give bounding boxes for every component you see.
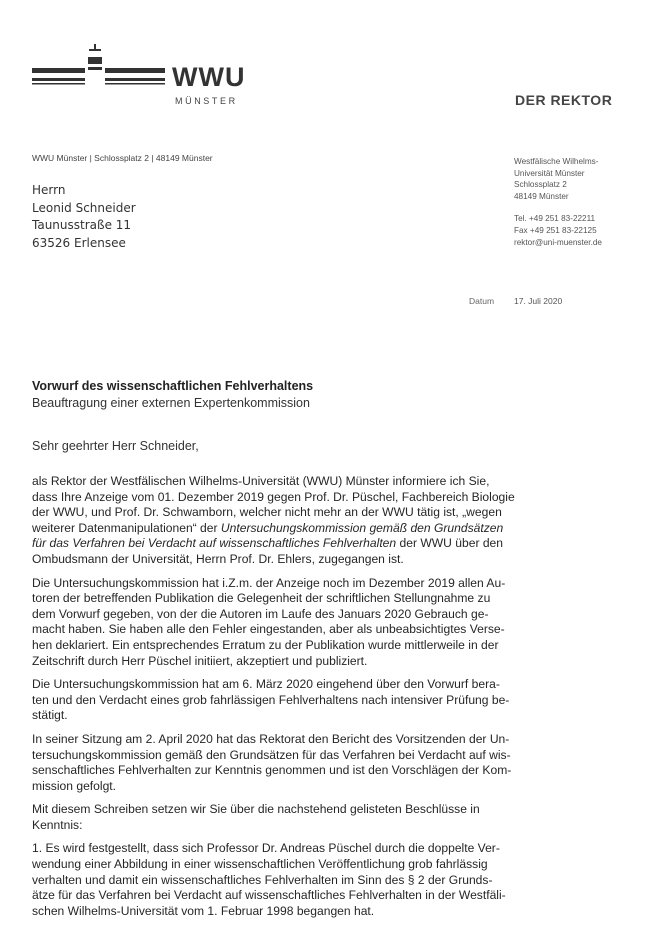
paragraph-2 (32, 576, 518, 670)
paragraph-4 (32, 732, 518, 794)
paragraph-1 (32, 474, 518, 568)
text-line: Die Untersuchungskommission hat am 6. März 2020 eingehend über den Vorwurf bera- (32, 677, 500, 692)
text-line: verhalten und damit ein wissenschaftliches Fehlverhalten im Sinn des § 2 der Grunds- (32, 872, 493, 887)
text-run: weiterer Datenmanipulationen“ der (32, 520, 221, 535)
italic-run: Untersuchungskommission gemäß den Grundsätzen (220, 520, 504, 535)
salutation: Sehr geehrter Herr Schneider, (32, 439, 199, 453)
contact-city: 48149 Münster (514, 191, 569, 201)
paragraph-5 (32, 802, 518, 833)
contact-email: rektor@uni-muenster.de (514, 237, 602, 247)
logo-wordmark: WWU (172, 62, 246, 92)
text-line: macht haben. Sie haben alle den Fehler eingestanden, aber als unbeabsichtigtes Verse- (32, 622, 505, 637)
paragraph-3 (32, 677, 518, 724)
subject-title: Vorwurf des wissenschaftlichen Fehlverhaltens (32, 379, 314, 393)
subject-block (32, 378, 313, 412)
contact-tel: Tel. +49 251 83-22211 (514, 214, 596, 224)
subject-subtitle: Beauftragung einer externen Expertenkommission (32, 396, 310, 410)
text-line: Kenntnis: (32, 817, 83, 832)
text-line: mission gefolgt. (32, 778, 117, 793)
text-line: toren der betreffenden Publikation die Gelegenheit der schriftlichen Stellungnahme zu (32, 591, 491, 606)
contact-street: Schlossplatz 2 (514, 180, 567, 190)
text-line: stätigt. (32, 708, 68, 723)
italic-run: für das Verfahren bei Verdacht auf wissenschaftliches Fehlverhalten (32, 536, 397, 551)
text-line: Zeitschrift durch Herr Püschel initiiert, akzeptiert und publiziert. (32, 653, 368, 668)
text-line: wendung einer Abbildung in einer wissenschaftlichen Veröffentlichung grob fahrlässig (32, 857, 488, 872)
text-line: Die Untersuchungskommission hat i.Z.m. der Anzeige noch im Dezember 2019 allen Au- (32, 575, 506, 590)
text-line: als Rektor der Westfälischen Wilhelms-Universität (WWU) Münster informiere ich Sie, (32, 474, 490, 488)
text-line: 1. Es wird festgestellt, dass sich Professor Dr. Andreas Püschel durch die doppelte Ver- (32, 841, 500, 856)
text-line: dem Vorwurf gegeben, von der die Autoren im Laufe des Januars 2020 Gebrauch ge- (32, 606, 489, 621)
text-line: der WWU, und Prof. Dr. Schwamborn, welcher nicht mehr an der WWU tätig ist, „wegen (32, 505, 502, 520)
text-line: ätze für das Verfahren bei Verdacht auf wissenschaftliches Fehlverhalten in der Westfäli- (32, 888, 506, 903)
text-line: senschaftliches Fehlverhalten zur Kenntnis genommen und ist den Vorschlägen der Kom- (32, 763, 512, 778)
text-run: der WWU über den (396, 536, 504, 551)
text-line: ten und den Verdacht eines grob fahrlässigen Fehlverhaltens nach intensiver Prüfung be- (32, 692, 510, 707)
wwu-logo-mark-icon (32, 44, 172, 104)
text-line: schen Wilhelms-Universität vom 1. Februar 1998 begangen hat. (32, 903, 375, 918)
contact-org-line: Westfälische Wilhelms- (514, 157, 599, 166)
recipient-address (32, 182, 136, 252)
date-value: 17. Juli 2020 (514, 296, 563, 306)
recipient-line: 63526 Erlensee (32, 235, 126, 250)
text-line: Ombudsmann der Universität, Herrn Prof. Dr. Ehlers, zugegangen ist. (32, 551, 404, 566)
text-line: tersuchungskommission gemäß den Grundsätzen für das Verfahren bei Verdacht auf wis- (32, 747, 511, 762)
recipient-line: Leonid Schneider (32, 200, 136, 215)
contact-block (514, 156, 602, 248)
text-line: hen deklariert. Ein entsprechendes Erratum zu der Publikation wurde mittlerweile in der (32, 637, 499, 652)
sender-return-address: WWU Münster | Schlossplatz 2 | 48149 Münster (32, 153, 213, 163)
department-heading: DER REKTOR (515, 92, 613, 108)
text-line: dass Ihre Anzeige vom 01. Dezember 2019 gegen Prof. Dr. Püschel, Fachbereich Biologie (32, 489, 515, 504)
letter-body (32, 474, 518, 927)
text-line: Mit diesem Schreiben setzen wir Sie über die nachstehend gelisteten Beschlüsse in (32, 802, 480, 817)
recipient-line: Taunusstraße 11 (32, 218, 132, 232)
recipient-line: Herrn (32, 183, 66, 197)
text-line (32, 536, 518, 552)
logo-subtitle: MÜNSTER (175, 96, 238, 106)
paragraph-6 (32, 841, 518, 919)
contact-fax: Fax +49 251 83-22125 (514, 225, 597, 235)
contact-org-line: Universität Münster (514, 168, 585, 178)
date-label: Datum (469, 296, 495, 306)
text-line: In seiner Sitzung am 2. April 2020 hat das Rektorat den Bericht des Vorsitzenden der Un- (32, 731, 510, 746)
text-line (32, 521, 518, 537)
